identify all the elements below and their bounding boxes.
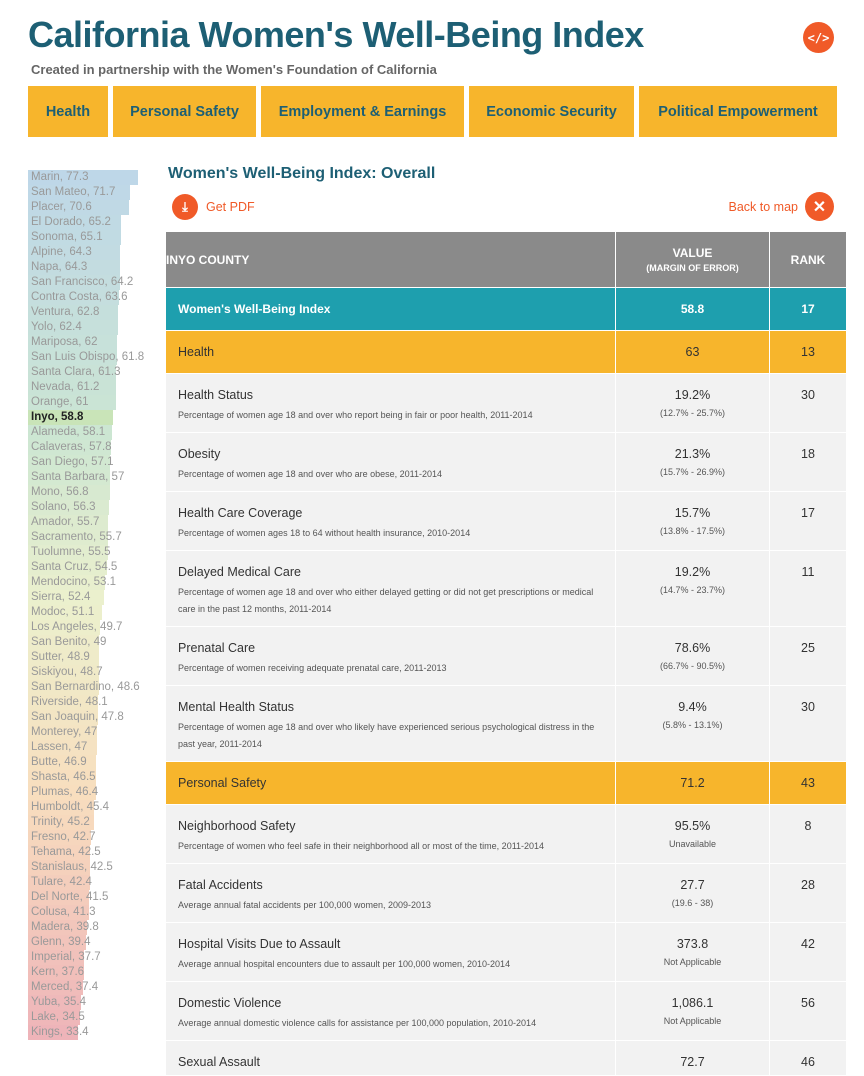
county-label: San Joaquin, 47.8	[31, 711, 124, 723]
indicator-row	[166, 492, 847, 551]
county-list-item[interactable]	[28, 800, 168, 815]
row-value: 58.8	[616, 288, 770, 331]
tab-health[interactable]: Health	[28, 86, 108, 137]
row-name: Women's Well-Being Index	[166, 288, 616, 331]
county-ranking-list	[28, 170, 168, 1040]
indicator-margin: (12.7% - 25.7%)	[659, 408, 726, 418]
index-row	[166, 288, 847, 331]
indicator-rank: 17	[801, 506, 815, 520]
county-label: Merced, 37.4	[31, 981, 99, 993]
county-list-item[interactable]	[28, 305, 168, 320]
table-header-row	[166, 232, 847, 288]
county-list-item[interactable]	[28, 950, 168, 965]
row-value: 71.2	[616, 762, 770, 805]
county-list-item[interactable]	[28, 650, 168, 665]
county-label: Modoc, 51.1	[31, 606, 95, 618]
county-label: Madera, 39.8	[31, 921, 99, 933]
get-pdf-label: Get PDF	[206, 200, 255, 214]
indicator-rank: 11	[801, 565, 815, 579]
indicator-name: Sexual Assault	[178, 1055, 260, 1069]
county-list-item[interactable]	[28, 755, 168, 770]
category-row	[166, 331, 847, 374]
county-list-item[interactable]	[28, 485, 168, 500]
county-label: Lassen, 47	[31, 741, 88, 753]
indicator-rank: 30	[801, 388, 815, 402]
tab-political-empowerment[interactable]: Political Empowerment	[639, 86, 837, 137]
county-list-item[interactable]	[28, 575, 168, 590]
tab-employment-earnings[interactable]: Employment & Earnings	[261, 86, 464, 137]
indicator-value: 19.2%	[674, 388, 711, 402]
indicator-name: Hospital Visits Due to Assault	[178, 937, 341, 951]
county-list-item[interactable]	[28, 695, 168, 710]
county-label: Mendocino, 53.1	[31, 576, 117, 588]
county-label: San Mateo, 71.7	[31, 186, 116, 198]
indicator-value: 15.7%	[674, 506, 711, 520]
close-icon: ✕	[805, 192, 834, 221]
county-label: Santa Barbara, 57	[31, 471, 125, 483]
county-list-item[interactable]	[28, 905, 168, 920]
indicator-rank: 8	[804, 819, 812, 833]
county-list-item[interactable]	[28, 500, 168, 515]
download-icon: ⤓	[172, 194, 198, 220]
indicator-margin: Not Applicable	[663, 1016, 722, 1026]
county-label: Amador, 55.7	[31, 516, 100, 528]
county-list-item[interactable]	[28, 845, 168, 860]
county-list-item[interactable]	[28, 740, 168, 755]
county-label: Marin, 77.3	[31, 171, 89, 183]
value-header: VALUE (MARGIN OF ERROR)	[616, 232, 770, 288]
indicator-rank: 42	[801, 937, 815, 951]
indicator-description: Percentage of women receiving adequate prenatal care, 2011-2013	[178, 663, 447, 673]
indicator-value: 373.8	[676, 937, 709, 951]
county-list-item[interactable]	[28, 455, 168, 470]
county-label: Monterey, 47	[31, 726, 98, 738]
county-list-item[interactable]	[28, 815, 168, 830]
county-label: Tuolumne, 55.5	[31, 546, 111, 558]
county-label: San Francisco, 64.2	[31, 276, 134, 288]
county-label: Kern, 37.6	[31, 966, 85, 978]
county-label: Tehama, 42.5	[31, 846, 101, 858]
indicator-value: 1,086.1	[671, 996, 714, 1010]
county-label: Santa Clara, 61.3	[31, 366, 121, 378]
county-label: Ventura, 62.8	[31, 306, 100, 318]
indicator-margin: (14.7% - 23.7%)	[659, 585, 726, 595]
county-list-item[interactable]	[28, 395, 168, 410]
county-label: Alpine, 64.3	[31, 246, 92, 258]
indicator-value: 72.7	[680, 1055, 705, 1069]
county-label: San Luis Obispo, 61.8	[31, 351, 145, 363]
indicator-row	[166, 864, 847, 923]
indicator-margin: (13.8% - 17.5%)	[659, 526, 726, 536]
county-label: Imperial, 37.7	[31, 951, 101, 963]
county-label: Alameda, 58.1	[31, 426, 106, 438]
county-label: Sutter, 48.9	[31, 651, 90, 663]
county-label: Yuba, 35.4	[31, 996, 86, 1008]
indicator-description: Percentage of women ages 18 to 64 without health insurance, 2010-2014	[178, 528, 471, 538]
county-list-item[interactable]	[28, 275, 168, 290]
county-label: Mariposa, 62	[31, 336, 98, 348]
county-list-item[interactable]	[28, 230, 168, 245]
county-label: El Dorado, 65.2	[31, 216, 111, 228]
county-list-item[interactable]	[28, 620, 168, 635]
indicator-name: Neighborhood Safety	[178, 819, 296, 833]
indicator-description: Average annual hospital encounters due to assault per 100,000 women, 2010-2014	[178, 959, 511, 969]
indicator-name: Health Status	[178, 388, 254, 402]
row-name: Health	[166, 331, 616, 374]
rank-header: RANK	[770, 232, 847, 288]
county-label: San Bernardino, 48.6	[31, 681, 140, 693]
county-label: Santa Cruz, 54.5	[31, 561, 118, 573]
county-list-item[interactable]	[28, 605, 168, 620]
county-list-item[interactable]	[28, 785, 168, 800]
county-label: Colusa, 41.3	[31, 906, 96, 918]
county-label: San Benito, 49	[31, 636, 107, 648]
indicator-rank: 18	[801, 447, 815, 461]
indicator-rank: 46	[801, 1055, 815, 1069]
indicator-description: Percentage of women age 18 and over who likely have experienced serious psychological distress in the past year, 2011-2014	[178, 722, 595, 749]
section-title: Women's Well-Being Index: Overall	[168, 165, 436, 182]
county-label: Humboldt, 45.4	[31, 801, 109, 813]
indicator-description: Percentage of women age 18 and over who either delayed getting or did not get prescriptions or medical care in the past 12 months, 2011-2014	[178, 587, 594, 614]
county-list-item[interactable]	[28, 710, 168, 725]
category-row	[166, 762, 847, 805]
indicator-row	[166, 805, 847, 864]
county-list-item[interactable]	[28, 290, 168, 305]
indicator-row	[166, 551, 847, 627]
indicator-table	[165, 231, 847, 1076]
county-list-item[interactable]	[28, 200, 168, 215]
county-list-item[interactable]	[28, 590, 168, 605]
indicator-name: Fatal Accidents	[178, 878, 263, 892]
row-rank: 17	[770, 288, 847, 331]
county-list-item[interactable]	[28, 935, 168, 950]
indicator-row	[166, 686, 847, 762]
county-list-item[interactable]	[28, 245, 168, 260]
county-label: Siskiyou, 48.7	[31, 666, 103, 678]
county-list-item[interactable]	[28, 830, 168, 845]
indicator-description: Average annual domestic violence calls for assistance per 100,000 population, 2010-2014	[178, 1018, 537, 1028]
indicator-row	[166, 982, 847, 1041]
county-list-item[interactable]	[28, 410, 168, 425]
county-list-item[interactable]	[28, 365, 168, 380]
indicator-margin: Not Applicable	[663, 957, 722, 967]
indicator-row	[166, 433, 847, 492]
county-list-item[interactable]	[28, 170, 168, 185]
county-list-item[interactable]	[28, 470, 168, 485]
get-pdf-button[interactable]	[172, 194, 255, 220]
county-list-item[interactable]	[28, 665, 168, 680]
indicator-row	[166, 627, 847, 686]
county-list-item[interactable]	[28, 1010, 168, 1025]
county-label: San Diego, 57.1	[31, 456, 114, 468]
indicator-value: 21.3%	[674, 447, 711, 461]
indicator-rank: 30	[801, 700, 815, 714]
indicator-rank: 56	[801, 996, 815, 1010]
county-label: Plumas, 46.4	[31, 786, 99, 798]
county-label: Fresno, 42.7	[31, 831, 96, 843]
indicator-margin: Unavailable	[668, 839, 717, 849]
county-list-item[interactable]	[28, 995, 168, 1010]
county-label: Shasta, 46.5	[31, 771, 96, 783]
county-list-item[interactable]	[28, 335, 168, 350]
county-label: Sacramento, 55.7	[31, 531, 122, 543]
county-list-item[interactable]	[28, 860, 168, 875]
tab-personal-safety[interactable]: Personal Safety	[113, 86, 256, 137]
page-title: California Women's Well-Being Index	[28, 14, 644, 55]
county-list-item[interactable]	[28, 425, 168, 440]
county-list-item[interactable]	[28, 1025, 168, 1040]
indicator-row	[166, 374, 847, 433]
indicator-value: 27.7	[680, 878, 705, 892]
indicator-name: Health Care Coverage	[178, 506, 303, 520]
county-list-item[interactable]	[28, 980, 168, 995]
indicator-value: 19.2%	[674, 565, 711, 579]
indicator-row	[166, 923, 847, 982]
county-list-item[interactable]	[28, 380, 168, 395]
indicator-description: Percentage of women age 18 and over who report being in fair or poor health, 2011-2014	[178, 410, 533, 420]
county-label: Glenn, 39.4	[31, 936, 91, 948]
row-value: 63	[616, 331, 770, 374]
county-list-item[interactable]	[28, 890, 168, 905]
county-list-item[interactable]	[28, 215, 168, 230]
county-label: Kings, 33.4	[31, 1026, 89, 1038]
indicator-description: Percentage of women who feel safe in their neighborhood all or most of the time, 2011-2014	[178, 841, 545, 851]
code-icon: </>	[807, 30, 830, 45]
indicator-name: Domestic Violence	[178, 996, 282, 1010]
indicator-description: Percentage of women age 18 and over who are obese, 2011-2014	[178, 469, 443, 479]
county-label: Placer, 70.6	[31, 201, 92, 213]
indicator-value: 78.6%	[674, 641, 711, 655]
county-label: Tulare, 42.4	[31, 876, 92, 888]
county-list-item[interactable]	[28, 875, 168, 890]
county-list-item[interactable]	[28, 635, 168, 650]
county-label: Yolo, 62.4	[31, 321, 82, 333]
county-list-item[interactable]	[28, 260, 168, 275]
indicator-rank: 28	[801, 878, 815, 892]
county-list-item[interactable]	[28, 770, 168, 785]
county-list-item[interactable]	[28, 350, 168, 365]
county-label: Sonoma, 65.1	[31, 231, 103, 243]
county-list-item[interactable]	[28, 680, 168, 695]
tab-economic-security[interactable]: Economic Security	[469, 86, 634, 137]
county-list-item[interactable]	[28, 545, 168, 560]
county-label: Sierra, 52.4	[31, 591, 91, 603]
county-label: Orange, 61	[31, 396, 89, 408]
county-label: Butte, 46.9	[31, 756, 87, 768]
county-label: Inyo, 58.8	[31, 411, 84, 423]
county-list-item[interactable]	[28, 440, 168, 455]
indicator-value: 95.5%	[674, 819, 711, 833]
page-subtitle: Created in partnership with the Women's Foundation of California	[31, 62, 437, 77]
county-list-item[interactable]	[28, 185, 168, 200]
indicator-row	[166, 1041, 847, 1076]
county-list-item[interactable]	[28, 965, 168, 980]
indicator-margin: (66.7% - 90.5%)	[659, 661, 726, 671]
row-rank: 43	[770, 762, 847, 805]
county-label: Lake, 34.5	[31, 1011, 85, 1023]
county-label: Mono, 56.8	[31, 486, 89, 498]
county-list-item[interactable]	[28, 515, 168, 530]
county-list-item[interactable]	[28, 320, 168, 335]
indicator-margin: (5.8% - 13.1%)	[662, 720, 723, 730]
county-list-item[interactable]	[28, 530, 168, 545]
county-label: Los Angeles, 49.7	[31, 621, 123, 633]
back-to-map-label: Back to map	[728, 199, 798, 214]
county-header: INYO COUNTY	[166, 232, 616, 288]
indicator-name: Mental Health Status	[178, 700, 295, 714]
county-label: Nevada, 61.2	[31, 381, 100, 393]
county-label: Del Norte, 41.5	[31, 891, 109, 903]
embed-code-button[interactable]	[803, 22, 834, 53]
county-list-item[interactable]	[28, 560, 168, 575]
row-name: Personal Safety	[166, 762, 616, 805]
county-label: Solano, 56.3	[31, 501, 96, 513]
county-list-item[interactable]	[28, 725, 168, 740]
indicator-name: Obesity	[178, 447, 221, 461]
county-label: Riverside, 48.1	[31, 696, 108, 708]
indicator-rank: 25	[801, 641, 815, 655]
county-label: Trinity, 45.2	[31, 816, 90, 828]
indicator-name: Delayed Medical Care	[178, 565, 301, 579]
indicator-description: Average annual fatal accidents per 100,000 women, 2009-2013	[178, 900, 432, 910]
indicator-value: 9.4%	[678, 700, 707, 714]
indicator-name: Prenatal Care	[178, 641, 256, 655]
county-list-item[interactable]	[28, 920, 168, 935]
county-label: Stanislaus, 42.5	[31, 861, 113, 873]
indicator-margin: (19.6 - 38)	[671, 898, 714, 908]
back-to-map-button[interactable]	[729, 192, 834, 221]
row-rank: 13	[770, 331, 847, 374]
county-label: Calaveras, 57.8	[31, 441, 112, 453]
county-label: Contra Costa, 63.6	[31, 291, 128, 303]
county-label: Napa, 64.3	[31, 261, 88, 273]
indicator-margin: (15.7% - 26.9%)	[659, 467, 726, 477]
